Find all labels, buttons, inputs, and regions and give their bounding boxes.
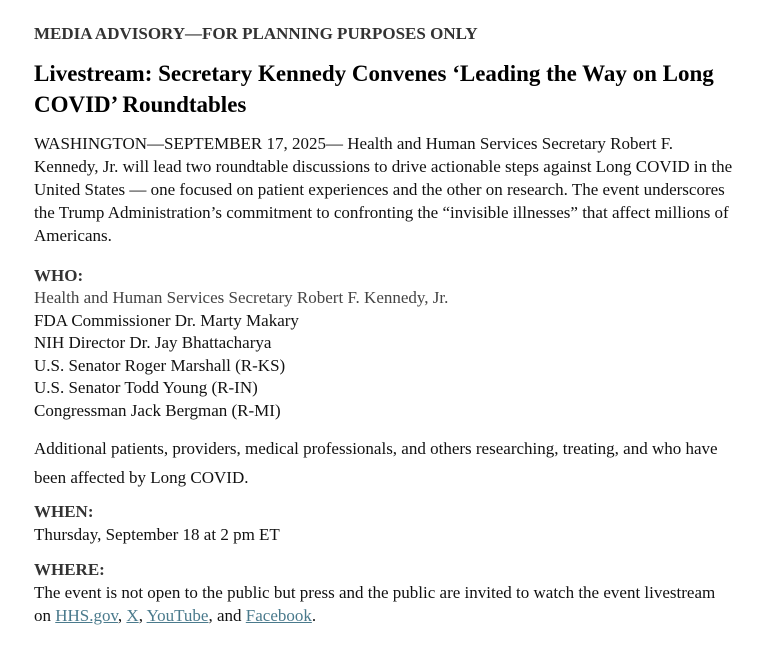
list-item: FDA Commissioner Dr. Marty Makary (34, 310, 299, 330)
separator: , (138, 606, 147, 625)
where-text (34, 581, 734, 627)
list-item: Congressman Jack Bergman (R-MI) (34, 400, 281, 420)
when-section (34, 500, 734, 546)
hhs-link[interactable]: HHS.gov (55, 606, 118, 625)
media-advisory (34, 24, 734, 627)
where-section (34, 558, 734, 627)
list-item: Health and Human Services Secretary Robert F. Kennedy, Jr. (34, 288, 449, 307)
page-title: Livestream: Secretary Kennedy Convenes ‘Leading the Way on Long COVID’ Roundtables (34, 61, 714, 117)
lead-paragraph: WASHINGTON—SEPTEMBER 17, 2025— Health and Human Services Secretary Robert F. Kennedy, Jr. will lead two roundtable discussions to drive actionable steps against Long COVID in the United States — one focused on patient experiences and the other on research. The event underscores the Trump Administration’s commitment to confronting the “invisible illnesses” that affect millions of Americans. (34, 134, 733, 245)
separator: , and (208, 606, 246, 625)
youtube-link[interactable]: YouTube (146, 606, 209, 625)
x-link[interactable]: X (126, 606, 139, 625)
when-value: Thursday, September 18 at 2 pm ET (34, 525, 280, 544)
facebook-link[interactable]: Facebook (245, 606, 312, 625)
where-label: WHERE: (34, 560, 105, 579)
list-item: U.S. Senator Todd Young (R-IN) (34, 378, 258, 397)
list-item: NIH Director Dr. Jay Bhattacharya (34, 333, 272, 352)
period: . (311, 606, 317, 625)
list-item: U.S. Senator Roger Marshall (R-KS) (34, 355, 286, 375)
when-label: WHEN: (34, 502, 94, 521)
additional-paragraph: Additional patients, providers, medical professionals, and others researching, treating, and who have been affected by Long COVID. (34, 439, 718, 487)
advisory-label: MEDIA ADVISORY—FOR PLANNING PURPOSES ONLY (34, 24, 478, 43)
who-label: WHO: (34, 266, 84, 285)
where-body: The event is not open to the public but press and the public are invited to watch the event livestream on (34, 583, 716, 625)
who-section (34, 264, 734, 422)
separator: , (117, 606, 127, 625)
